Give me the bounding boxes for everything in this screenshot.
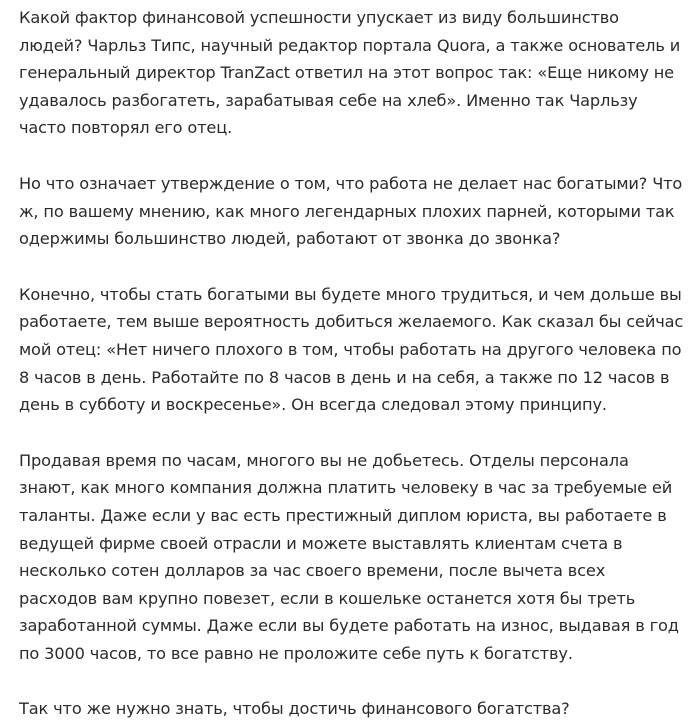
text-line: работаете, тем выше вероятность добиться желаемого. Как сказал бы сейчас [19,312,684,332]
text-line: ведущей фирме своей отрасли и можете выставлять клиентам счета в [19,533,623,553]
text-line: удавалось разбогатеть, зарабатывая себе на хлеб». Именно так Чарльзу [19,90,638,110]
text-line: знают, как много компания должна платить человеку в час за требуемые ей [19,478,673,498]
text-line: одержимы большинство людей, работают от звонка до звонка? [19,229,561,249]
text-line: Какой фактор финансовой успешности упускает из виду большинство [19,8,619,27]
paragraph-1 [19,4,683,142]
text-line: Так что же нужно знать, чтобы достичь финансового богатства? [19,699,570,719]
text-line: расходов вам крупно повезет, если в кошельке останется хотя бы треть [19,588,636,608]
text-line: мой отец: «Нет ничего плохого в том, чтобы работать на другого человека по [19,339,682,359]
text-line: заработанной суммы. Даже если вы будете работать на износ, выдавая в год [19,616,679,636]
text-line: генеральный директор TranZact ответил на этот вопрос так: «Еще никому не [19,63,674,83]
text-line: по 3000 часов, то все равно не проложите себе путь к богатству. [19,643,573,663]
paragraph-2 [19,170,683,253]
text-line: таланты. Даже если у вас есть престижный диплом юриста, вы работаете в [19,505,667,525]
text-line: Конечно, чтобы стать богатыми вы будете много трудиться, и чем дольше вы [19,284,682,304]
text-line: Но что означает утверждение о том, что работа не делает нас богатыми? Что [19,173,683,193]
text-line: людей? Чарльз Типс, научный редактор портала Quora, а также основатель и [19,35,681,55]
text-line: ж, по вашему мнению, как много легендарных плохих парней, которыми так [19,201,675,221]
paragraph-5 [19,695,683,723]
text-line: 8 часов в день. Работайте по 8 часов в день и на себя, а также по 12 часов в [19,367,670,387]
text-line: Продавая время по часам, многого вы не добьетесь. Отделы персонала [19,450,629,470]
text-line: день в субботу и воскресенье». Он всегда следовал этому принципу. [19,395,607,415]
text-line: часто повторял его отец. [19,118,233,138]
paragraph-4 [19,447,683,668]
text-line: несколько сотен долларов за час своего времени, после вычета всех [19,561,606,581]
paragraph-3 [19,281,683,419]
